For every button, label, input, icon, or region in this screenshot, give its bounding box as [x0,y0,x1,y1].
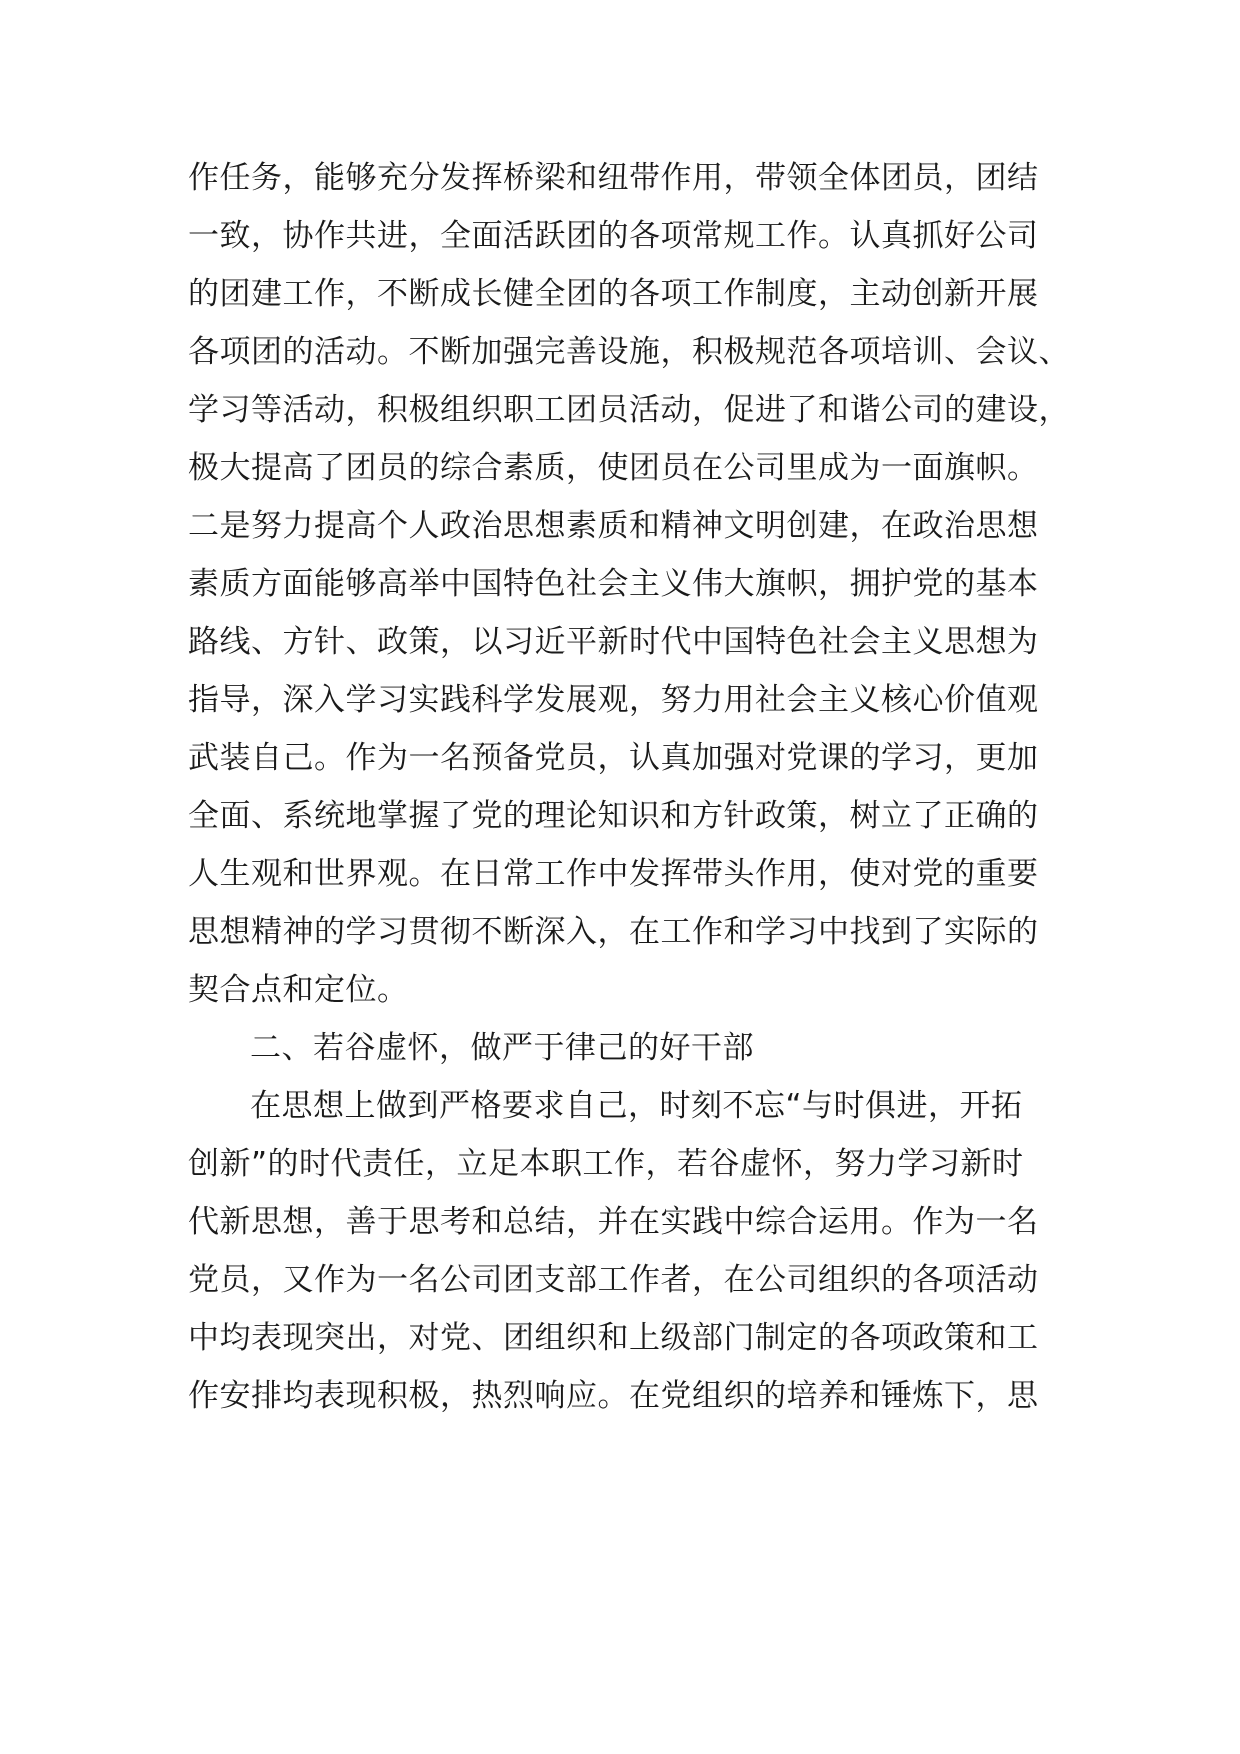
text-line: 全面、系统地掌握了党的理论知识和方针政策，树立了正确的 [188,798,1039,834]
text-line: 中均表现突出，对党、团组织和上级部门制定的各项政策和工 [188,1320,1039,1356]
text-line: 素质方面能够高举中国特色社会主义伟大旗帜，拥护党的基本 [188,566,1039,602]
text-line: 各项团的活动。不断加强完善设施，积极规范各项培训、会议、 [188,334,1070,370]
text-line: 思想精神的学习贯彻不断深入，在工作和学习中找到了实际的 [188,914,1039,950]
text-line: 契合点和定位。 [188,972,409,1008]
text-line: 的团建工作，不断成长健全团的各项工作制度，主动创新开展 [188,276,1039,312]
text-line: 路线、方针、政策，以习近平新时代中国特色社会主义思想为 [188,624,1039,660]
text-line: 在思想上做到严格要求自己，时刻不忘“与时俱进，开拓 [250,1088,1023,1124]
text-line: 作安排均表现积极，热烈响应。在党组织的培养和锤炼下，思 [188,1378,1039,1414]
text-line: 作任务，能够充分发挥桥梁和纽带作用，带领全体团员，团结 [188,160,1039,196]
text-line: 创新”的时代责任，立足本职工作，若谷虚怀，努力学习新时 [188,1146,1024,1182]
text-line: 二是努力提高个人政治思想素质和精神文明创建，在政治思想 [188,508,1039,544]
text-line: 指导，深入学习实践科学发展观，努力用社会主义核心价值观 [188,682,1039,718]
text-line: 代新思想，善于思考和总结，并在实践中综合运用。作为一名 [188,1204,1039,1240]
text-line: 人生观和世界观。在日常工作中发挥带头作用，使对党的重要 [188,856,1039,892]
text-line: 一致，协作共进，全面活跃团的各项常规工作。认真抓好公司 [188,218,1039,254]
text-line: 党员，又作为一名公司团支部工作者，在公司组织的各项活动 [188,1262,1039,1298]
text-line: 武装自己。作为一名预备党员，认真加强对党课的学习，更加 [188,740,1039,776]
text-line: 极大提高了团员的综合素质，使团员在公司里成为一面旗帜。 [188,450,1039,486]
section-heading: 二、若谷虚怀，做严于律己的好干部 [250,1030,754,1066]
text-line: 学习等活动，积极组织职工团员活动，促进了和谐公司的建设， [188,392,1070,428]
